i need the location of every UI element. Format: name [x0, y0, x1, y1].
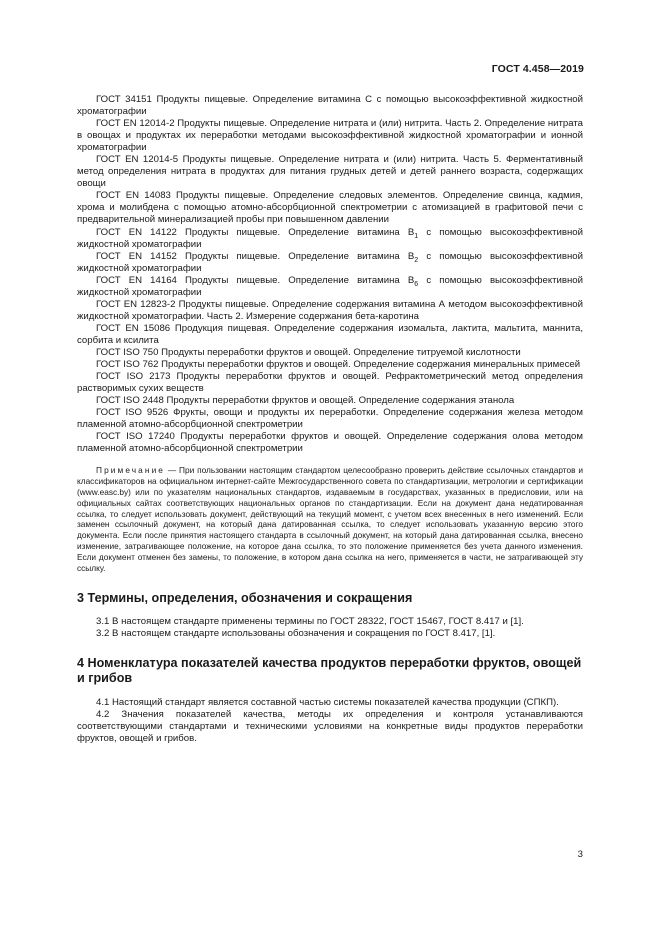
- reference-text: с помощью высокоэффективной жидкостной хроматографии: [77, 274, 583, 298]
- reference-item: ГОСТ EN 12014-5 Продукты пищевые. Определение нитрата и (или) нитрита. Часть 5. Ферментативный метод определения нитрата в продуктах для питания грудных детей и детей раннего возраста, содержащих овощи: [77, 154, 583, 190]
- page-content: [77, 94, 583, 745]
- vitamin-subscript: 1: [414, 232, 419, 240]
- reference-text: с помощью высокоэффективной жидкостной хроматографии: [77, 250, 583, 274]
- reference-item: [77, 227, 583, 251]
- reference-text: ГОСТ EN 14122 Продукты пищевые. Определение витамина B: [96, 226, 415, 238]
- page-number: 3: [577, 849, 583, 860]
- reference-item: ГОСТ ISO 2173 Продукты переработки фруктов и овощей. Рефрактометрический метод определения растворимых сухих веществ: [77, 371, 583, 395]
- reference-item: ГОСТ EN 14083 Продукты пищевые. Определение следовых элементов. Определение свинца, кадмия, хрома и молибдена с помощью атомно-абсорбционной спектрометрии с атомизацией в графитовой печи с предварительной минерализацией пробы при повышенном давлении: [77, 190, 583, 226]
- reference-item: ГОСТ ISO 9526 Фрукты, овощи и продукты их переработки. Определение содержания железа методом пламенной атомно-абсорбционной спектрометрии: [77, 407, 583, 431]
- section-4-heading: 4 Номенклатура показателей качества продуктов переработки фруктов, овощей и грибов: [77, 655, 582, 686]
- vitamin-subscript: 6: [414, 280, 419, 288]
- section-3-paragraph: 3.1 В настоящем стандарте применены термины по ГОСТ 28322, ГОСТ 15467, ГОСТ 8.417 и [1].: [96, 615, 524, 627]
- section-3-heading: 3 Термины, определения, обозначения и сокращения: [77, 591, 413, 606]
- reference-item: ГОСТ EN 12014-2 Продукты пищевые. Определение нитрата и (или) нитрита. Часть 2. Определение нитрата в овощах и продуктах их переработки методами высокоэффективной жидкостной хроматографии и ионной хроматографии: [77, 118, 583, 154]
- vitamin-subscript: 2: [414, 256, 419, 264]
- reference-item: [77, 251, 583, 275]
- section-3-paragraph: 3.2 В настоящем стандарте использованы обозначения и сокращения по ГОСТ 8.417, [1].: [96, 627, 496, 639]
- note-paragraph: [77, 465, 583, 573]
- reference-list: [77, 94, 583, 455]
- reference-item: ГОСТ ISO 750 Продукты переработки фруктов и овощей. Определение титруемой кислотности: [96, 346, 521, 358]
- section-4-paragraph: 4.2 Значения показателей качества, методы их определения и контроля устанавливаются соответствующими стандартами и техническими условиями на конкретные виды продуктов переработки фруктов, овощей и грибов.: [77, 709, 583, 745]
- reference-item: ГОСТ 34151 Продукты пищевые. Определение витамина С с помощью высокоэффективной жидкостной хроматографии: [77, 94, 583, 118]
- reference-item: ГОСТ EN 12823-2 Продукты пищевые. Определение содержания витамина А методом высокоэффективной жидкостной хроматографии. Часть 2. Измерение содержания бета-каротина: [77, 298, 583, 322]
- reference-item: ГОСТ ISO 762 Продукты переработки фруктов и овощей. Определение содержания минеральных примесей: [96, 359, 581, 371]
- reference-item: ГОСТ ISO 17240 Продукты переработки фруктов и овощей. Определение содержания олова методом пламенной атомно-абсорбционной спектрометрии: [77, 431, 583, 455]
- reference-text: ГОСТ EN 14152 Продукты пищевые. Определение витамина B: [96, 250, 415, 262]
- reference-text: с помощью высокоэффективной жидкостной хроматографии: [77, 226, 583, 250]
- standard-code-header: ГОСТ 4.458—2019: [491, 63, 584, 75]
- reference-text: ГОСТ EN 14164 Продукты пищевые. Определение витамина B: [96, 274, 415, 286]
- reference-item: ГОСТ ISO 2448 Продукты переработки фруктов и овощей. Определение содержания этанола: [96, 395, 515, 407]
- section-4-paragraph: 4.1 Настоящий стандарт является составной частью системы показателей качества продукции (СПКП).: [96, 696, 559, 708]
- reference-item: ГОСТ EN 15086 Продукция пищевая. Определение содержания изомальта, лактита, мальтита, маннита, сорбита и ксилита: [77, 322, 583, 346]
- reference-item: [77, 275, 583, 299]
- note-label: Примечание: [96, 465, 166, 476]
- note-text: — При пользовании настоящим стандартом целесообразно проверить действие ссылочных стандартов и классификаторов на официальном интернет-сайте Межгосударственного совета по стандартизации, метрологии и сертификации (www.easc.by) или по указателям национальных стандартов, издаваемым в государствах, указанных в предисловии, или на официальных сайтах соответствующих национальных органов по стандартизации. Если на документ дана недатированная ссылка, то следует использовать документ, действующий на текущий момент, с учетом всех внесенных в него изменений. Если заменен ссылочный документ, на который дана датированная ссылка, то следует использовать указанную версию этого документа. Если после принятия настоящего стандарта в ссылочный документ, на который дана датированная ссылка, внесено изменение, затрагивающее положение, на которое дана ссылка, то это положение применяется без учета данного изменения. Если документ отменен без замены, то положение, в котором дана ссылка на него, применяется в части, не затрагивающей эту ссылку.: [77, 465, 583, 573]
